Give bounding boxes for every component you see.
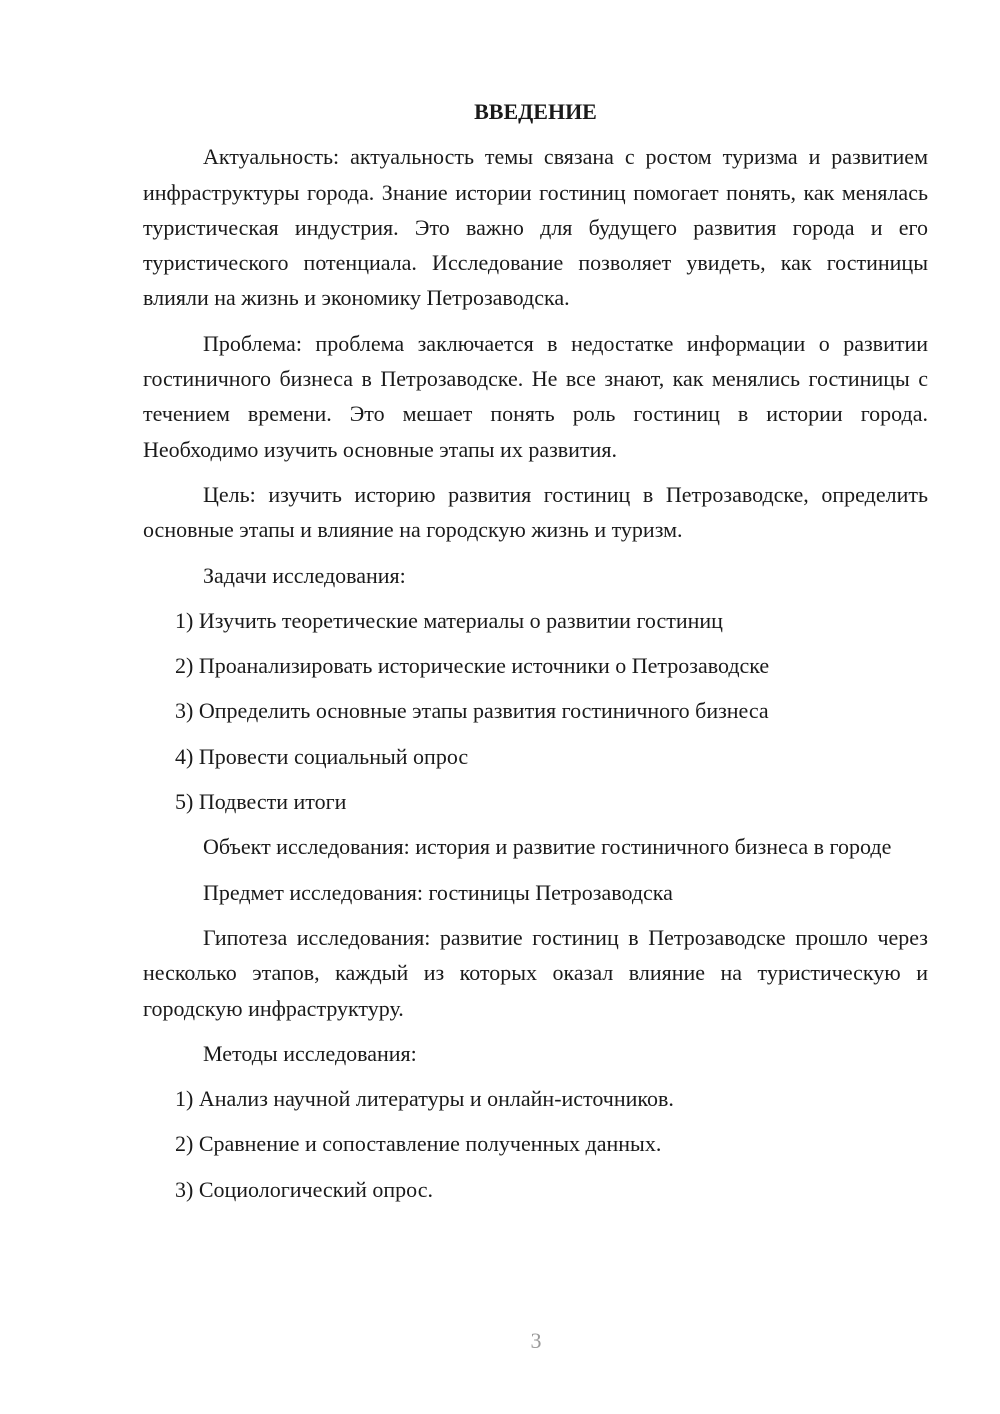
object-paragraph: Объект исследования: история и развитие гостиничного бизнеса в городе xyxy=(203,834,892,860)
subject-paragraph: Предмет исследования: гостиницы Петрозаводска xyxy=(203,879,673,905)
list-item: 1) Изучить теоретические материалы о развитии гостиниц xyxy=(175,607,723,633)
goal-paragraph: Цель: изучить историю развития гостиниц в Петрозаводске, определить основные этапы и влияние на городскую жизнь и туризм. xyxy=(143,481,928,543)
document-page xyxy=(143,94,928,1217)
list-item: 3) Определить основные этапы развития гостиничного бизнеса xyxy=(175,698,769,724)
page-number: 3 xyxy=(530,1328,542,1353)
tasks-heading: Задачи исследования: xyxy=(203,562,406,588)
methods-heading: Методы исследования: xyxy=(203,1040,417,1066)
list-item: 2) Сравнение и сопоставление полученных данных. xyxy=(175,1131,662,1157)
list-item: 2) Проанализировать исторические источники о Петрозаводске xyxy=(175,653,770,679)
list-item: 4) Провести социальный опрос xyxy=(175,743,469,769)
hypothesis-paragraph: Гипотеза исследования: развитие гостиниц в Петрозаводске прошло через несколько этапов, каждый из которых оказал влияние на туристическую и городскую инфраструктуру. xyxy=(143,924,928,1021)
problem-paragraph: Проблема: проблема заключается в недостатке информации о развитии гостиничного бизнеса в Петрозаводске. Не все знают, как менялись гостиницы с течением времени. Это мешает понять роль гостиниц в истории города. Необходимо изучить основные этапы их развития. xyxy=(143,330,928,462)
relevance-paragraph: Актуальность: актуальность темы связана с ростом туризма и развитием инфраструктуры города. Знание истории гостиниц помогает понять, как менялась туристическая индустрия. Это важно для будущего развития города и его туристического потенциала. Исследование позволяет увидеть, как гостиницы влияли на жизнь и экономику Петрозаводска. xyxy=(143,144,928,311)
list-item: 5) Подвести итоги xyxy=(175,789,347,815)
tasks-list xyxy=(143,603,928,819)
list-item: 1) Анализ научной литературы и онлайн-источников. xyxy=(175,1086,674,1112)
methods-list xyxy=(143,1081,928,1207)
list-item: 3) Социологический опрос. xyxy=(175,1176,433,1202)
section-title: ВВЕДЕНИЕ xyxy=(474,99,597,124)
